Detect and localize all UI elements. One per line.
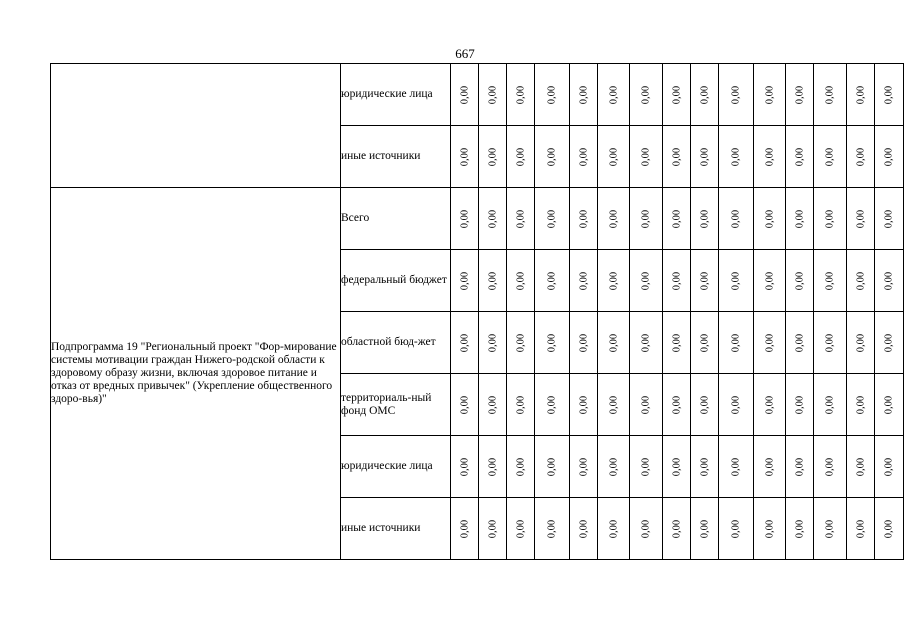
funding-source-cell: федеральный бюджет <box>341 250 451 312</box>
value-text: 0,00 <box>824 333 836 352</box>
value-text: 0,00 <box>578 85 589 104</box>
value-cell <box>786 374 814 436</box>
value-text: 0,00 <box>764 519 775 538</box>
value-cell <box>814 436 847 498</box>
value-text: 0,00 <box>730 147 742 166</box>
value-text: 0,00 <box>699 519 710 538</box>
value-cell <box>691 312 719 374</box>
value-text: 0,00 <box>764 333 775 352</box>
value-text: 0,00 <box>764 147 775 166</box>
value-text: 0,00 <box>640 395 652 414</box>
value-cell <box>875 312 904 374</box>
value-cell <box>630 498 663 560</box>
value-cell <box>691 188 719 250</box>
value-cell <box>570 64 598 126</box>
value-cell <box>451 188 479 250</box>
value-cell <box>507 374 535 436</box>
value-text: 0,00 <box>578 271 589 290</box>
value-text: 0,00 <box>671 333 682 352</box>
value-cell <box>786 436 814 498</box>
value-text: 0,00 <box>794 395 805 414</box>
value-text: 0,00 <box>855 395 866 414</box>
value-cell <box>719 250 754 312</box>
value-text: 0,00 <box>699 333 710 352</box>
value-text: 0,00 <box>487 271 498 290</box>
value-text: 0,00 <box>578 333 589 352</box>
value-text: 0,00 <box>855 333 866 352</box>
value-cell <box>570 436 598 498</box>
value-cell <box>691 498 719 560</box>
value-cell <box>786 126 814 188</box>
value-cell <box>786 188 814 250</box>
value-text: 0,00 <box>546 85 558 104</box>
value-cell <box>663 374 691 436</box>
value-text: 0,00 <box>640 271 652 290</box>
value-cell <box>814 126 847 188</box>
value-cell <box>630 250 663 312</box>
value-text: 0,00 <box>794 209 805 228</box>
value-text: 0,00 <box>883 519 895 538</box>
value-cell <box>719 64 754 126</box>
value-text: 0,00 <box>883 85 895 104</box>
value-text: 0,00 <box>671 271 682 290</box>
value-cell <box>451 64 479 126</box>
value-cell <box>630 312 663 374</box>
value-text: 0,00 <box>764 209 775 228</box>
value-cell <box>451 126 479 188</box>
value-text: 0,00 <box>855 271 866 290</box>
value-cell <box>814 64 847 126</box>
value-cell <box>535 436 570 498</box>
value-text: 0,00 <box>730 395 742 414</box>
value-cell <box>535 64 570 126</box>
value-text: 0,00 <box>515 395 526 414</box>
table-row <box>51 188 904 250</box>
value-text: 0,00 <box>640 85 652 104</box>
value-cell <box>479 312 507 374</box>
value-cell <box>630 436 663 498</box>
value-text: 0,00 <box>824 395 836 414</box>
value-text: 0,00 <box>764 395 775 414</box>
value-cell <box>875 126 904 188</box>
value-cell <box>719 126 754 188</box>
value-text: 0,00 <box>730 457 742 476</box>
value-text: 0,00 <box>699 271 710 290</box>
value-text: 0,00 <box>699 147 710 166</box>
value-cell <box>663 64 691 126</box>
value-cell <box>630 64 663 126</box>
funding-source-cell: областной бюд-жет <box>341 312 451 374</box>
value-cell <box>570 374 598 436</box>
value-text: 0,00 <box>515 209 526 228</box>
value-text: 0,00 <box>608 209 619 228</box>
value-cell <box>691 250 719 312</box>
program-name-cell: Подпрограмма 19 "Региональный проект "Фор-мирование системы мотивации граждан Нижего-родской области к здоровому образу жизни, включая здоровое питание и отказ от вредных привычек" (Укрепление общественного здоро-вья)" <box>51 188 341 560</box>
value-text: 0,00 <box>824 519 836 538</box>
value-text: 0,00 <box>640 457 652 476</box>
value-cell <box>507 312 535 374</box>
value-cell <box>719 436 754 498</box>
value-cell <box>479 436 507 498</box>
value-text: 0,00 <box>699 85 710 104</box>
value-text: 0,00 <box>794 333 805 352</box>
value-text: 0,00 <box>459 519 470 538</box>
value-text: 0,00 <box>578 147 589 166</box>
value-text: 0,00 <box>671 209 682 228</box>
value-cell <box>507 436 535 498</box>
value-text: 0,00 <box>608 457 619 476</box>
value-cell <box>507 126 535 188</box>
value-cell <box>535 498 570 560</box>
value-cell <box>691 126 719 188</box>
value-cell <box>814 498 847 560</box>
value-text: 0,00 <box>764 457 775 476</box>
value-text: 0,00 <box>546 147 558 166</box>
value-cell <box>598 188 630 250</box>
value-text: 0,00 <box>883 457 895 476</box>
value-text: 0,00 <box>459 457 470 476</box>
value-text: 0,00 <box>640 519 652 538</box>
value-text: 0,00 <box>699 457 710 476</box>
value-text: 0,00 <box>730 209 742 228</box>
value-text: 0,00 <box>764 271 775 290</box>
value-cell <box>847 312 875 374</box>
value-cell <box>630 188 663 250</box>
value-cell <box>754 312 786 374</box>
value-text: 0,00 <box>546 209 558 228</box>
value-text: 0,00 <box>487 333 498 352</box>
value-text: 0,00 <box>883 333 895 352</box>
value-text: 0,00 <box>459 147 470 166</box>
value-text: 0,00 <box>794 519 805 538</box>
value-cell <box>451 250 479 312</box>
value-cell <box>479 250 507 312</box>
value-cell <box>875 436 904 498</box>
value-text: 0,00 <box>515 147 526 166</box>
value-cell <box>719 312 754 374</box>
value-text: 0,00 <box>487 457 498 476</box>
value-cell <box>847 64 875 126</box>
value-cell <box>691 436 719 498</box>
value-text: 0,00 <box>459 271 470 290</box>
value-text: 0,00 <box>730 85 742 104</box>
value-cell <box>847 250 875 312</box>
value-cell <box>598 64 630 126</box>
value-text: 0,00 <box>671 85 682 104</box>
value-text: 0,00 <box>855 85 866 104</box>
value-text: 0,00 <box>883 395 895 414</box>
value-text: 0,00 <box>730 271 742 290</box>
value-cell <box>507 250 535 312</box>
value-cell <box>535 312 570 374</box>
value-text: 0,00 <box>794 85 805 104</box>
value-text: 0,00 <box>608 519 619 538</box>
value-cell <box>663 498 691 560</box>
value-text: 0,00 <box>459 395 470 414</box>
value-text: 0,00 <box>824 209 836 228</box>
value-text: 0,00 <box>608 395 619 414</box>
value-cell <box>847 126 875 188</box>
value-text: 0,00 <box>578 457 589 476</box>
value-text: 0,00 <box>699 209 710 228</box>
value-cell <box>691 374 719 436</box>
value-text: 0,00 <box>671 395 682 414</box>
value-text: 0,00 <box>855 147 866 166</box>
value-text: 0,00 <box>515 85 526 104</box>
value-cell <box>479 64 507 126</box>
value-text: 0,00 <box>546 271 558 290</box>
value-cell <box>479 188 507 250</box>
value-cell <box>663 126 691 188</box>
value-cell <box>786 498 814 560</box>
value-cell <box>786 250 814 312</box>
value-cell <box>786 64 814 126</box>
funding-source-cell: иные источники <box>341 498 451 560</box>
value-text: 0,00 <box>487 85 498 104</box>
value-text: 0,00 <box>671 519 682 538</box>
value-cell <box>875 374 904 436</box>
value-cell <box>663 188 691 250</box>
value-cell <box>570 498 598 560</box>
value-cell <box>598 250 630 312</box>
funding-source-cell: иные источники <box>341 126 451 188</box>
value-text: 0,00 <box>855 209 866 228</box>
value-cell <box>814 312 847 374</box>
value-text: 0,00 <box>764 85 775 104</box>
value-text: 0,00 <box>794 271 805 290</box>
value-text: 0,00 <box>546 457 558 476</box>
value-text: 0,00 <box>578 209 589 228</box>
value-cell <box>875 64 904 126</box>
value-cell <box>663 250 691 312</box>
value-cell <box>875 188 904 250</box>
value-cell <box>535 188 570 250</box>
value-text: 0,00 <box>608 85 619 104</box>
value-cell <box>814 250 847 312</box>
value-cell <box>507 188 535 250</box>
value-text: 0,00 <box>640 333 652 352</box>
value-cell <box>598 312 630 374</box>
value-cell <box>598 436 630 498</box>
value-text: 0,00 <box>608 271 619 290</box>
value-cell <box>814 188 847 250</box>
value-text: 0,00 <box>640 147 652 166</box>
value-cell <box>507 498 535 560</box>
value-cell <box>875 498 904 560</box>
value-text: 0,00 <box>459 85 470 104</box>
funding-source-cell: юридические лица <box>341 436 451 498</box>
value-text: 0,00 <box>608 147 619 166</box>
value-text: 0,00 <box>883 209 895 228</box>
value-cell <box>754 436 786 498</box>
value-cell <box>451 374 479 436</box>
value-cell <box>754 250 786 312</box>
value-cell <box>507 64 535 126</box>
value-text: 0,00 <box>487 395 498 414</box>
value-text: 0,00 <box>608 333 619 352</box>
value-text: 0,00 <box>515 271 526 290</box>
value-cell <box>570 126 598 188</box>
value-cell <box>570 312 598 374</box>
value-text: 0,00 <box>730 519 742 538</box>
page-number: 667 <box>455 46 475 61</box>
value-text: 0,00 <box>546 519 558 538</box>
value-cell <box>875 250 904 312</box>
value-cell <box>535 250 570 312</box>
value-text: 0,00 <box>855 519 866 538</box>
value-cell <box>847 498 875 560</box>
value-text: 0,00 <box>459 209 470 228</box>
value-cell <box>847 188 875 250</box>
value-text: 0,00 <box>640 209 652 228</box>
value-cell <box>754 64 786 126</box>
value-cell <box>598 126 630 188</box>
value-text: 0,00 <box>515 519 526 538</box>
value-text: 0,00 <box>578 519 589 538</box>
value-text: 0,00 <box>546 333 558 352</box>
value-text: 0,00 <box>487 519 498 538</box>
value-cell <box>754 126 786 188</box>
table-row <box>51 64 904 126</box>
value-text: 0,00 <box>515 333 526 352</box>
value-text: 0,00 <box>671 147 682 166</box>
value-cell <box>479 498 507 560</box>
value-text: 0,00 <box>730 333 742 352</box>
funding-source-cell: Всего <box>341 188 451 250</box>
value-text: 0,00 <box>855 457 866 476</box>
value-cell <box>719 498 754 560</box>
value-cell <box>535 374 570 436</box>
value-cell <box>451 498 479 560</box>
value-cell <box>451 436 479 498</box>
value-text: 0,00 <box>794 457 805 476</box>
value-cell <box>786 312 814 374</box>
value-text: 0,00 <box>794 147 805 166</box>
value-text: 0,00 <box>459 333 470 352</box>
value-cell <box>535 126 570 188</box>
value-cell <box>630 374 663 436</box>
value-cell <box>598 498 630 560</box>
value-cell <box>570 188 598 250</box>
value-cell <box>719 374 754 436</box>
funding-source-cell: юридические лица <box>341 64 451 126</box>
value-cell <box>847 374 875 436</box>
value-text: 0,00 <box>824 147 836 166</box>
value-cell <box>754 374 786 436</box>
value-cell <box>663 436 691 498</box>
value-text: 0,00 <box>487 209 498 228</box>
value-cell <box>754 498 786 560</box>
value-text: 0,00 <box>883 271 895 290</box>
value-text: 0,00 <box>487 147 498 166</box>
value-text: 0,00 <box>578 395 589 414</box>
value-text: 0,00 <box>546 395 558 414</box>
funding-source-cell: территориаль-ный фонд ОМС <box>341 374 451 436</box>
value-cell <box>814 374 847 436</box>
value-cell <box>570 250 598 312</box>
value-cell <box>691 64 719 126</box>
value-text: 0,00 <box>883 147 895 166</box>
value-cell <box>754 188 786 250</box>
value-text: 0,00 <box>824 457 836 476</box>
program-name-cell <box>51 64 341 188</box>
value-cell <box>719 188 754 250</box>
value-text: 0,00 <box>824 85 836 104</box>
value-cell <box>479 374 507 436</box>
value-cell <box>847 436 875 498</box>
value-cell <box>479 126 507 188</box>
value-cell <box>598 374 630 436</box>
budget-table <box>50 63 904 560</box>
value-cell <box>451 312 479 374</box>
value-cell <box>630 126 663 188</box>
value-text: 0,00 <box>699 395 710 414</box>
value-text: 0,00 <box>824 271 836 290</box>
value-text: 0,00 <box>671 457 682 476</box>
value-text: 0,00 <box>515 457 526 476</box>
value-cell <box>663 312 691 374</box>
